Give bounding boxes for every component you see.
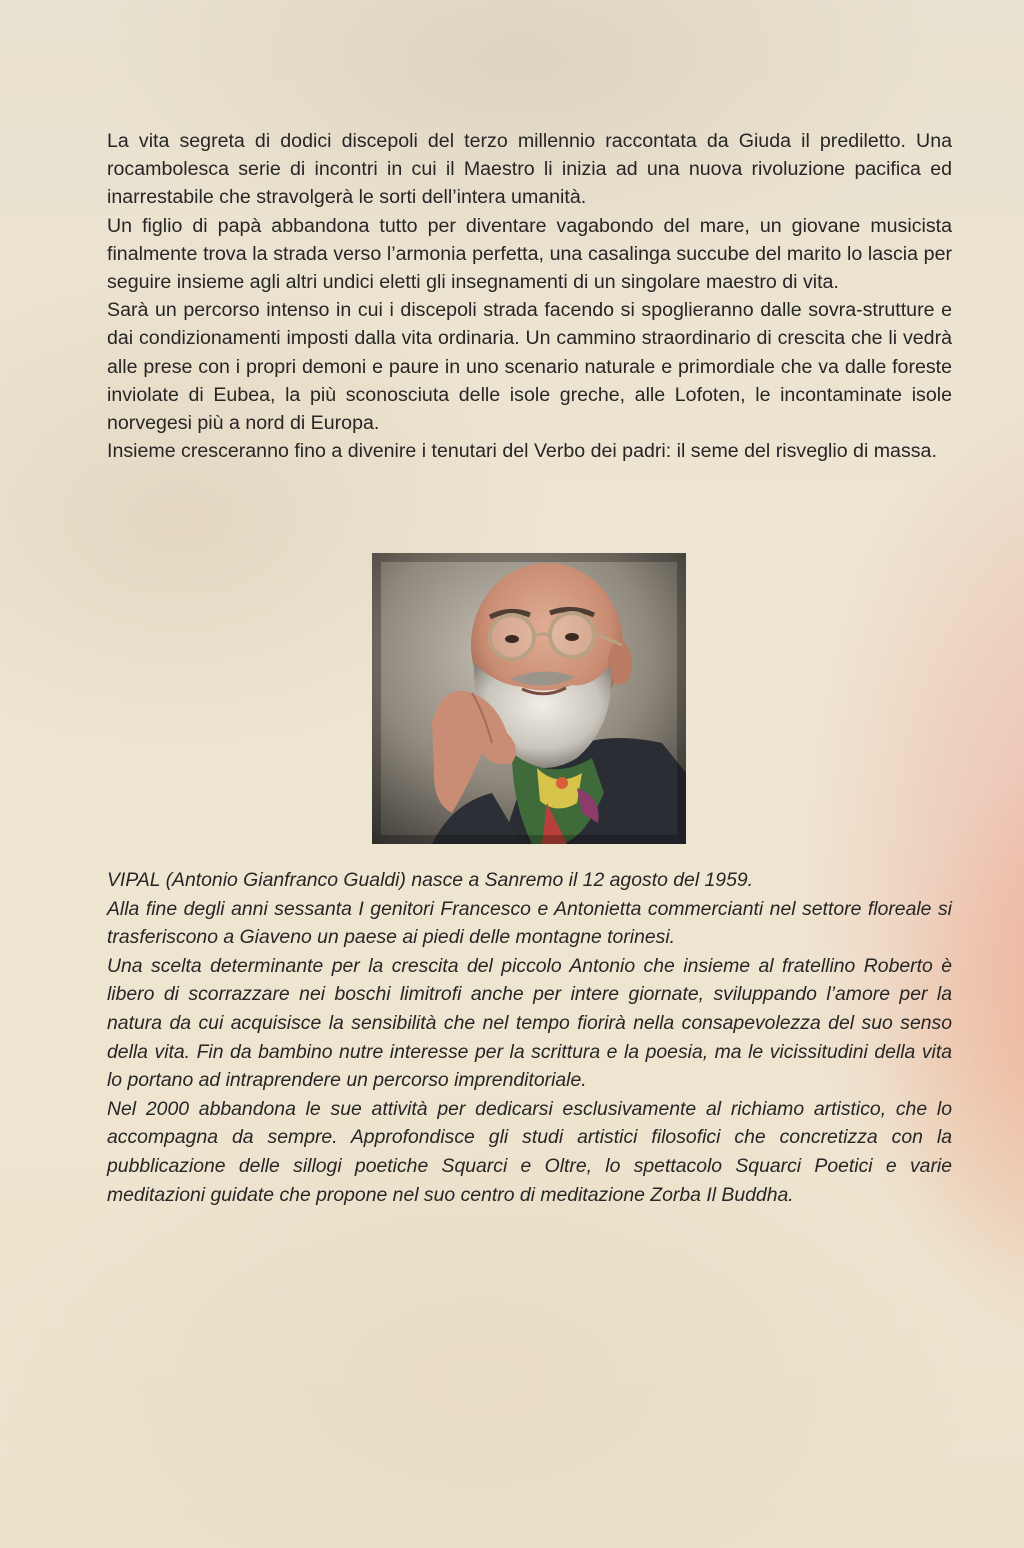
bio-paragraph: Nel 2000 abbandona le sue attività per dedicarsi esclusivamente al richiamo artistico, che lo accompagna da sempre. Approfondisce gli studi artistici filosofici che concretizza con la pubblicazione delle sillogi poetiche Squarci e Oltre, lo spettacolo Squarci Poetici e varie meditazioni guidate che propone nel suo centro di meditazione Zorba Il Buddha.	[107, 1097, 952, 1206]
bio-paragraph: Alla fine degli anni sessanta I genitori Francesco e Antonietta commercianti nel settore floreale si trasferiscono a Giaveno un paese ai piedi delle montagne torinesi.	[107, 897, 952, 949]
synopsis-paragraph: Sarà un percorso intenso in cui i discepoli strada facendo si spoglieranno dalle sovra-strutture e dai condizionamenti imposti dalla vita ordinaria. Un cammino straordinario di crescita che li vedrà alle prese con i propri demoni e paure in uno scenario naturale e primordiale che va dalle foreste inviolate di Eubea, la più sconosciuta delle isole greche, alle Lofoten, le incontaminate isole norvegesi più a nord di Europa.	[107, 299, 952, 435]
author-biography	[107, 866, 952, 1209]
synopsis-paragraph: Insieme cresceranno fino a divenire i tenutari del Verbo dei padri: il seme del risveglio di massa.	[107, 440, 937, 463]
bio-paragraph: VIPAL (Antonio Gianfranco Gualdi) nasce a Sanremo il 12 agosto del 1959.	[107, 869, 754, 891]
synopsis-paragraph: La vita segreta di dodici discepoli del terzo millennio raccontata da Giuda il prediletto. Una rocambolesca serie di incontri in cui il Maestro li inizia ad una nuova rivoluzione pacifica ed inarrestabile che stravolgerà le sorti dell’intera umanità.	[107, 130, 952, 209]
synopsis-paragraph: Un figlio di papà abbandona tutto per diventare vagabondo del mare, un giovane musicista finalmente trova la strada verso l’armonia perfetta, una casalinga succube del marito lo lascia per seguire insieme agli altri undici eletti gli insegnamenti di un singolare maestro di vita.	[107, 214, 952, 294]
author-portrait-image	[372, 553, 686, 844]
author-photo	[372, 553, 686, 844]
book-synopsis	[107, 127, 952, 465]
bio-paragraph: Una scelta determinante per la crescita del piccolo Antonio che insieme al fratellino Roberto è libero di scorrazzare nei boschi limitrofi anche per intere giornate, sviluppando l’amore per la natura da cui acquisisce la sensibilità che nel tempo fiorirà nella consapevolezza del suo senso della vita. Fin da bambino nutre interesse per la scrittura e la poesia, ma le vicissitudini della vita lo portano ad intraprendere un percorso imprenditoriale.	[107, 954, 952, 1092]
